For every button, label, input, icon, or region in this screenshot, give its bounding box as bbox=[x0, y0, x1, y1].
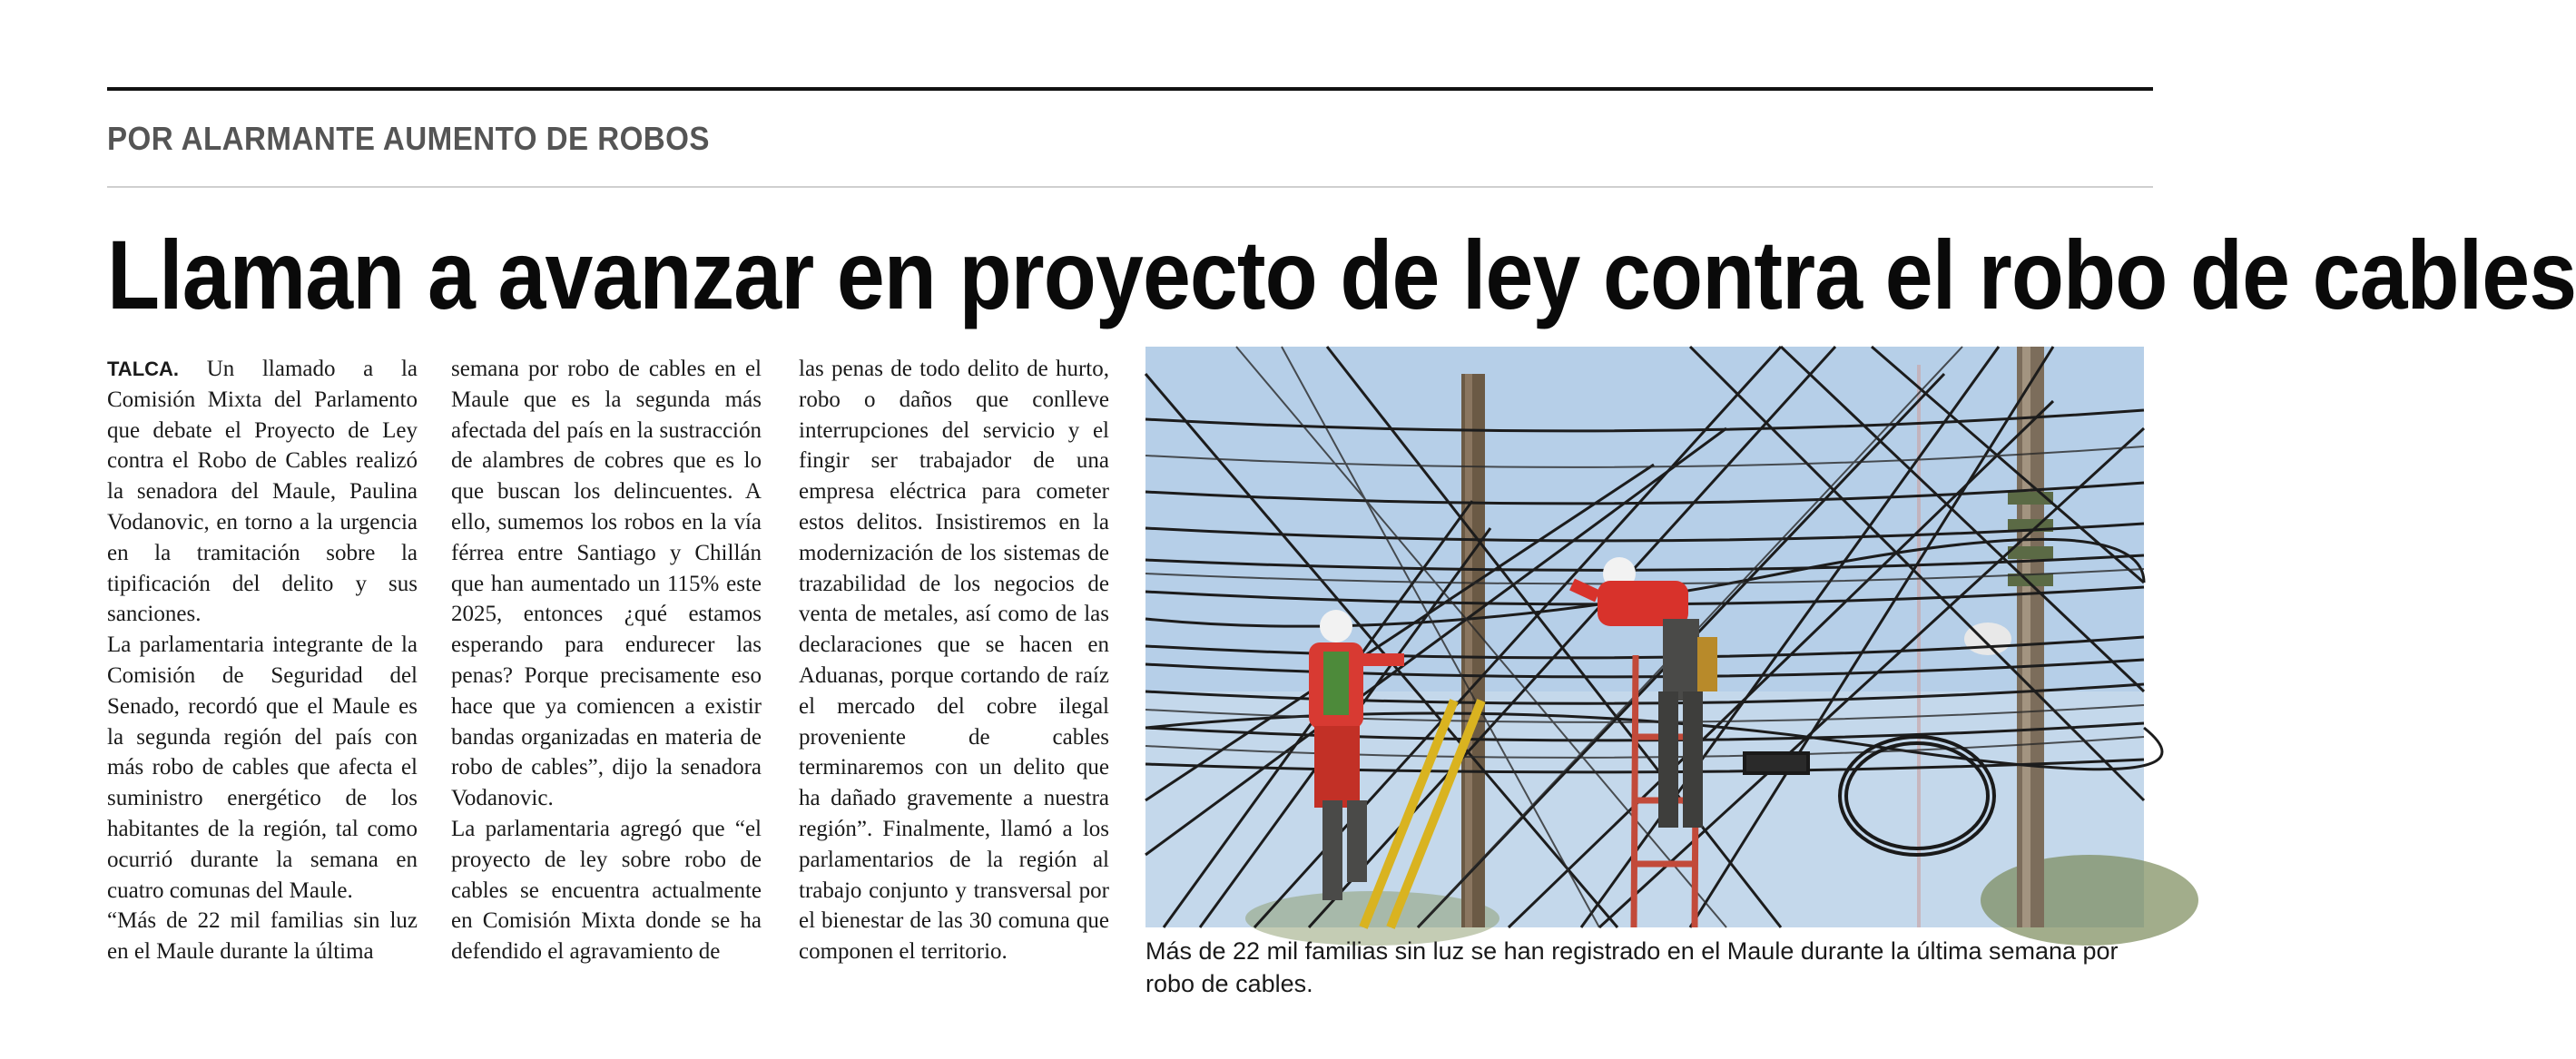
paragraph: las penas de todo delito de hurto, robo o daños que conlleve interrupciones del servicio y el fingir ser trabajador de una empresa eléctrica para cometer estos delitos. Insistiremos en la modernización de los sistemas de trazabilidad de los negocios de venta de metales, así como de las declaraciones que se hacen en Aduanas, porque cortando de raíz el mercado del cobre ilegal proveniente de cables terminaremos con un delito que ha dañado gravemente a nuestra región”. Finalmente, llamó a los parlamentarios de la región al trabajo conjunto y transversal por el bienestar de las 30 comuna que componen el territorio. bbox=[799, 357, 1109, 965]
kicker: POR ALARMANTE AUMENTO DE ROBOS bbox=[107, 120, 710, 157]
paragraph bbox=[107, 354, 418, 630]
photo-caption: Más de 22 mil familias sin luz se han registrado en el Maule durante la última semana por robo de cables. bbox=[1145, 937, 2119, 997]
paragraph: “Más de 22 mil familias sin luz en el Maule durante la última bbox=[107, 908, 418, 965]
paragraph: La parlamentaria integrante de la Comisión de Seguridad del Senado, recordó que el Maule es la segunda región del país con más robo de cables que afecta el suministro energético de los habitantes de la región, tal como ocurrió durante la semana en cuatro comunas del Maule. bbox=[107, 632, 418, 903]
article-column-2 bbox=[451, 354, 762, 967]
kicker-rule bbox=[107, 186, 2153, 188]
dateline: TALCA. bbox=[107, 358, 180, 380]
paragraph-text: Un llamado a la Comisión Mixta del Parlamento que debate el Proyecto de Ley contra el Robo de Cables realizó la senadora del Maule, Paulina Vodanovic, en torno a la urgencia en la tramitación sobre la tipificación del delito y sus sanciones. bbox=[107, 357, 418, 627]
article-column-1 bbox=[107, 354, 418, 967]
headline: Llaman a avanzar en proyecto de ley contra el robo de cables bbox=[107, 220, 2576, 329]
paragraph: semana por robo de cables en el Maule que es la segunda más afectada del país en la sustracción de alambres de cobres que es lo que buscan los delincuentes. A ello, sumemos los robos en la vía férrea entre Santiago y Chillán que han aumentado un 115% este 2025, entonces ¿qué estamos esperando para endurecer las penas? Porque precisamente eso hace que ya comiencen a existir bandas organizadas en materia de robo de cables”, dijo la senadora Vodanovic. bbox=[451, 357, 762, 811]
utility-pole bbox=[1461, 374, 1485, 927]
news-photo bbox=[1145, 347, 2144, 927]
article-column-3 bbox=[799, 354, 1109, 967]
top-rule bbox=[107, 87, 2153, 91]
paragraph: La parlamentaria agregó que “el proyecto de ley sobre robo de cables se encuentra actualmente en Comisión Mixta donde se ha defendido el agravamiento de bbox=[451, 816, 762, 965]
